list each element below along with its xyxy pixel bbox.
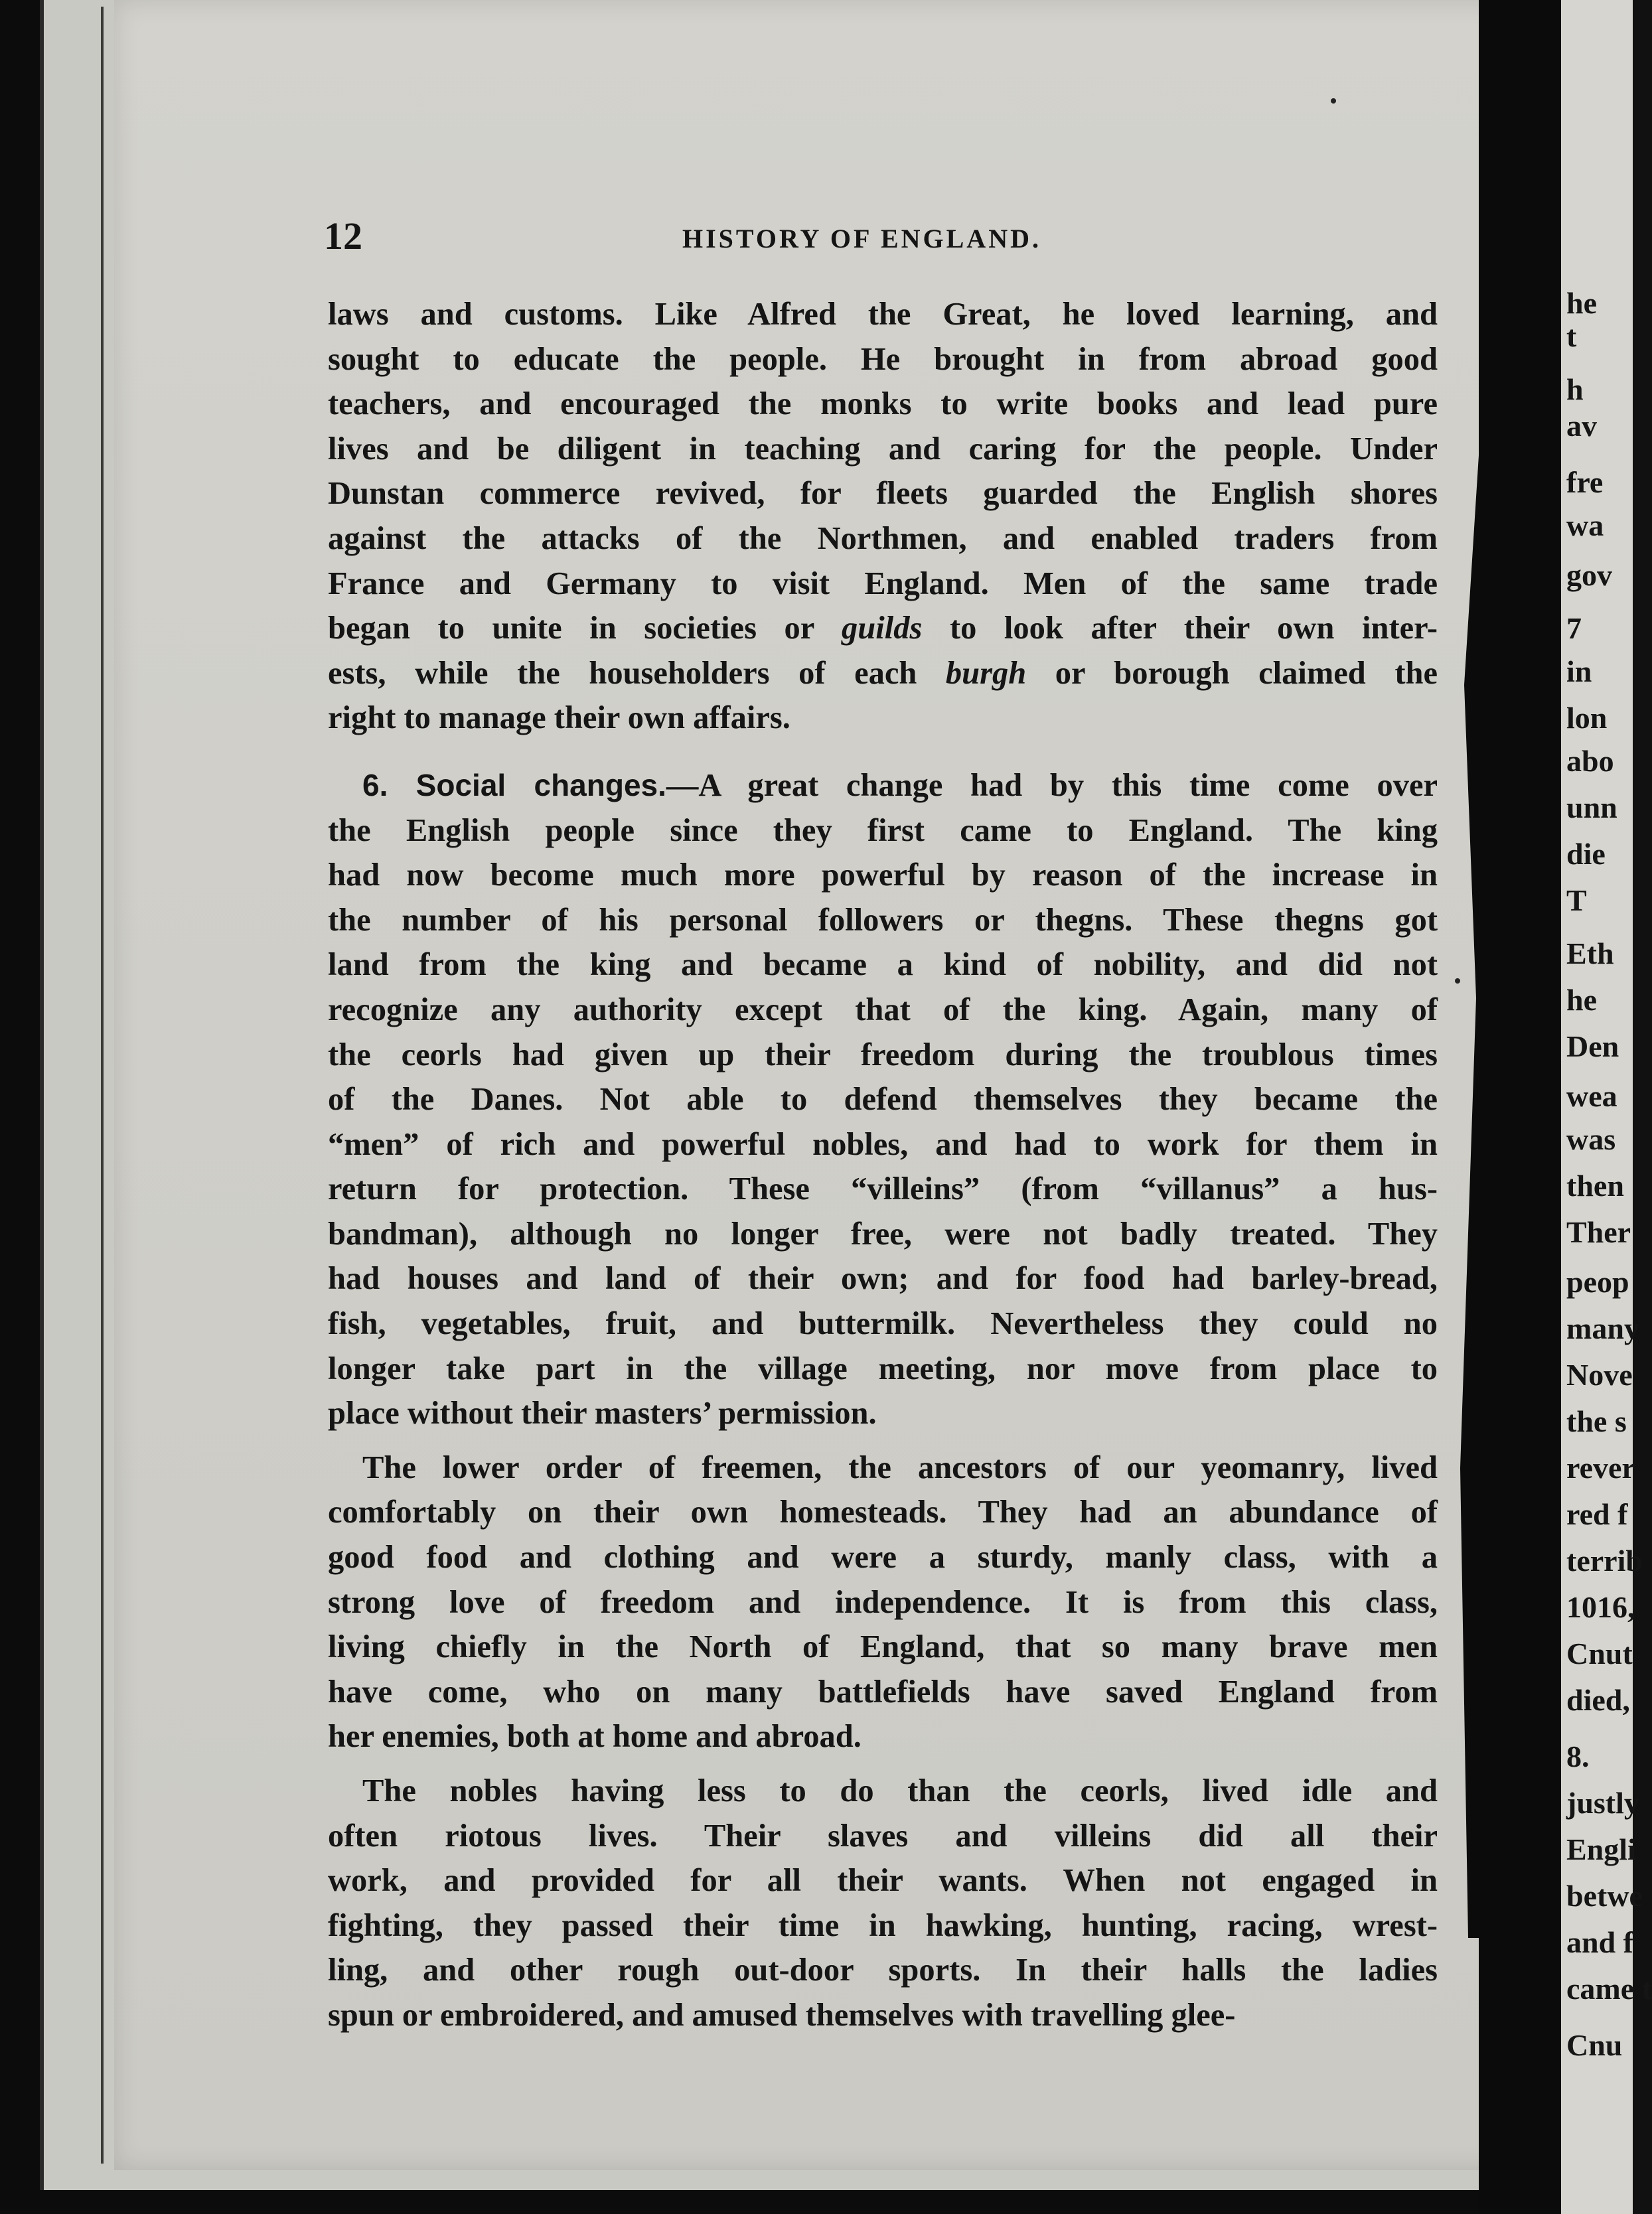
text-line: teachers, and encouraged the monks to write books and lead pure [328,386,1438,422]
text-run: ests, while the householders of each [328,655,946,691]
right-page-text-fragment: wea [1566,1079,1617,1113]
text-line: living chiefly in the North of England, that so many brave men [328,1629,1438,1665]
right-page-text-fragment: many [1566,1311,1639,1345]
right-page-text-fragment: t [1566,319,1577,353]
text-run: began to unite in societies or [328,611,842,646]
text-run: to look after their own inter- [922,611,1438,646]
paragraph-dunstan [328,292,1438,741]
text-line: longer take part in the village meeting, nor move from place to [328,1351,1438,1386]
right-page-text-fragment: justly [1566,1786,1639,1820]
section-lines [328,808,1438,1436]
right-page-text-fragment: Nove [1566,1358,1633,1392]
right-page-text-fragment: lon [1566,701,1608,735]
paragraph-gap [328,1759,1438,1769]
text-line: had houses and land of their own; and for food had barley-bread, [328,1261,1438,1297]
right-page-text-fragment: Cnu [1566,2028,1623,2062]
right-page-text-fragment: came t [1566,1972,1652,2006]
paragraph-yeomanry [328,1445,1438,1759]
text-line: “men” of rich and powerful nobles, and had to work for them in [328,1126,1438,1162]
text-line: often riotous lives. Their slaves and villeins did all their [328,1818,1438,1854]
right-page-text-fragment: 8. [1566,1739,1590,1773]
right-page-text-fragment: terrib [1566,1544,1643,1578]
text-line: good food and clothing and were a sturdy, manly class, with a [328,1540,1438,1576]
right-page-text-fragment: wa [1566,508,1604,542]
text-line: ling, and other rough out-door sports. In their halls the ladies [328,1953,1438,1988]
text-line: recognize any authority except that of the king. Again, many of [328,992,1438,1027]
text-line: The nobles having less to do than the ceorls, lived idle and [362,1773,1438,1808]
right-page-text-fragment: die [1566,837,1606,871]
text-line: land from the king and became a kind of nobility, and did not [328,947,1438,983]
text-line: against the attacks of the Northmen, and enabled traders from [328,520,1438,556]
right-page-fragment [1561,0,1652,2214]
right-page-text-fragment: he [1566,286,1597,320]
text-line: place without their masters’ permission. [328,1396,877,1432]
text-line [328,763,1438,808]
text-line: right to manage their own affairs. [328,700,790,736]
right-page-text-fragment: Engli [1566,1832,1636,1866]
right-page-text-fragment: then [1566,1169,1624,1203]
text-line: comfortably on their own homesteads. They had an abundance of [328,1495,1438,1530]
section-social-changes [328,763,1438,1436]
right-page-text-fragment: betwe [1566,1879,1643,1913]
ink-speck [1331,98,1336,104]
right-page-text-fragment: died, [1566,1683,1630,1717]
text-line [328,651,1438,696]
right-page-text-fragment: Eth [1566,936,1614,970]
italic-term: guilds [842,611,923,646]
text-line: have come, who on many battlefields have saved England from [328,1674,1438,1710]
paragraph-nobles [328,1769,1438,2038]
section-first-line: —A great change had by this time come over [666,767,1438,803]
right-page-text-fragment: Cnut [1566,1637,1633,1670]
right-page-text-fragment: T [1566,883,1587,917]
text-line: lives and be diligent in teaching and caring for the people. Under [328,431,1438,467]
section-heading: 6. Social changes. [362,767,666,802]
right-page-text-fragment: rever [1566,1451,1635,1485]
text-line: France and Germany to visit England. Men of the same trade [328,565,1438,601]
page-number: 12 [324,214,362,258]
running-head: HISTORY OF ENGLAND. [682,224,1041,254]
right-page-text-fragment: the s [1566,1404,1627,1438]
text-line: spun or embroidered, and amused themselves with travelling glee- [328,1997,1236,2033]
text-line: strong love of freedom and independence. It is from this class, [328,1584,1438,1620]
text-line: fighting, they passed their time in hawking, hunting, racing, wrest- [328,1907,1438,1943]
text-line: bandman), although no longer free, were not badly treated. They [328,1216,1438,1252]
right-page-text-fragment: red f [1566,1497,1628,1531]
right-page-text-fragment: av [1566,409,1597,443]
right-page-text-fragment: and f [1566,1925,1633,1959]
paragraph-gap [328,741,1438,763]
text-line: the ceorls had given up their freedom during the troublous times [328,1037,1438,1072]
right-page-text-fragment: peop [1566,1265,1629,1299]
text-line: fish, vegetables, fruit, and buttermilk. Nevertheless they could no [328,1306,1438,1342]
text-line: The lower order of freemen, the ancestors of our yeomanry, lived [362,1449,1438,1485]
text-line: work, and provided for all their wants. When not engaged in [328,1863,1438,1899]
text-line: return for protection. These “villeins” (from “villanus” a hus- [328,1171,1438,1207]
right-page-text-fragment: was [1566,1122,1616,1156]
right-page-text-fragment: gov [1566,558,1612,592]
body-text [328,292,1438,2038]
right-page-text-fragment: unn [1566,790,1617,824]
right-page-text-fragment: in [1566,654,1592,688]
text-line: had now become much more powerful by reason of the increase in [328,857,1438,893]
right-page-text-fragment: fre [1566,465,1604,499]
right-page-text-fragment: h [1566,372,1584,406]
right-page-text-fragment: abo [1566,744,1614,778]
text-line [328,606,1438,651]
text-line: her enemies, both at home and abroad. [328,1719,862,1755]
text-line: Dunstan commerce revived, for fleets guarded the English shores [328,476,1438,512]
paragraph-gap [328,1436,1438,1445]
page-edge [101,7,104,2164]
text-line: laws and customs. Like Alfred the Great, he loved learning, and [328,297,1438,332]
italic-term: burgh [945,655,1027,691]
ink-speck [1455,978,1460,984]
right-page-text-fragment: 7 [1566,611,1582,645]
right-page-text-fragment: Den [1566,1029,1619,1063]
text-line: the English people since they first came to England. The king [328,812,1438,848]
text-line: the number of his personal followers or thegns. These thegns got [328,902,1438,938]
right-page-text-fragment: Ther [1566,1215,1631,1249]
text-line: of the Danes. Not able to defend themselves they became the [328,1082,1438,1118]
right-page-text-fragment: 1016, [1566,1590,1635,1624]
text-line: sought to educate the people. He brought in from abroad good [328,341,1438,377]
text-run: or borough claimed the [1026,655,1438,691]
right-page-text-fragment: he [1566,983,1597,1017]
